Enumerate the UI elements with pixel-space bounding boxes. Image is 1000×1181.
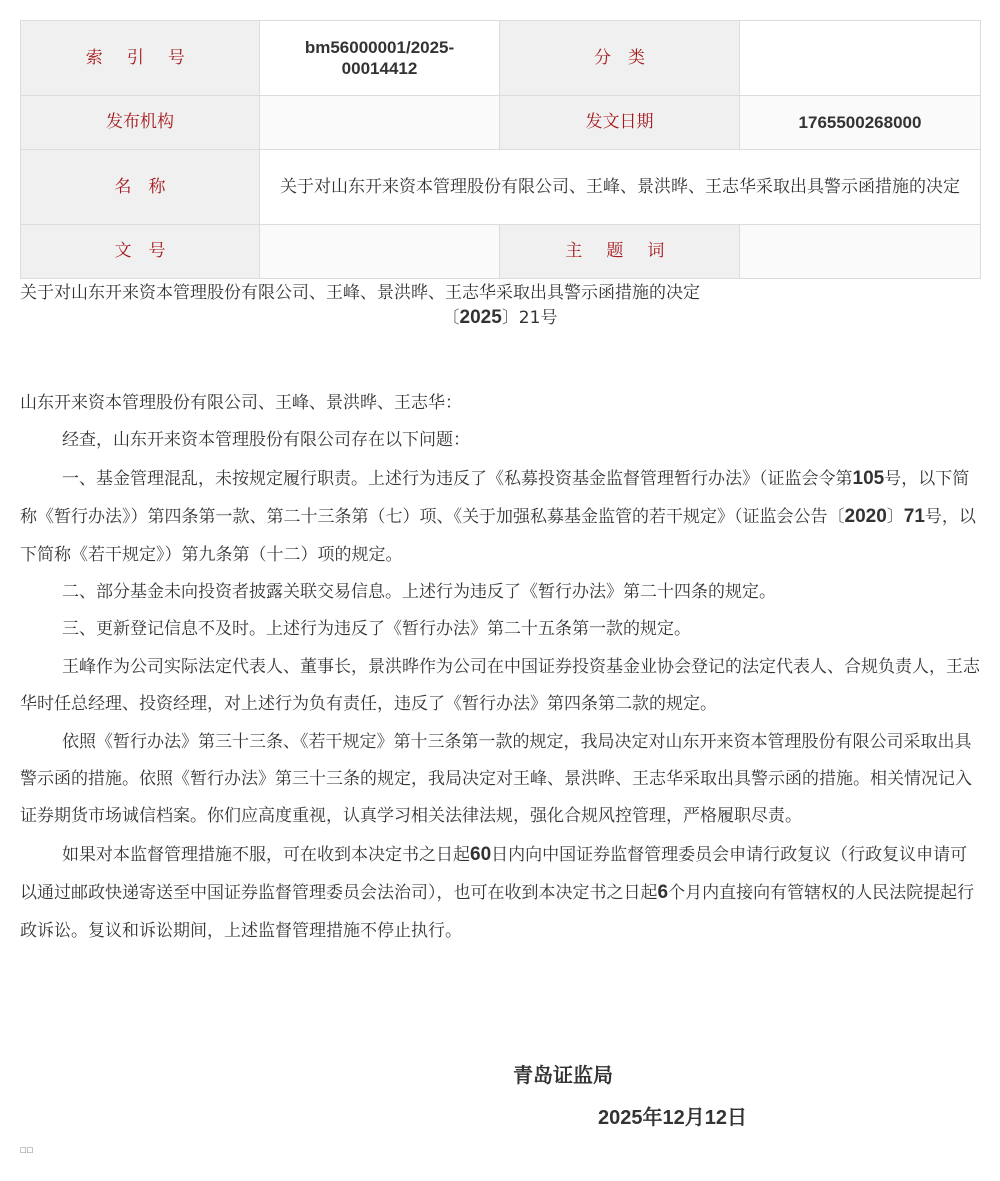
paragraph-issue-one [20, 460, 982, 574]
name-label: 名 称 [21, 150, 260, 225]
keywords-label: 主 题 词 [500, 225, 740, 279]
issue-date-value: 1765500268000 [740, 96, 981, 150]
paragraph-responsibility: 王峰作为公司实际法定代表人、董事长，景洪晔作为公司在中国证券投资基金业协会登记的法定代表人、合规负责人，王志华时任总经理、投资经理，对上述行为负有责任，违反了《暂行办法》第四条第二款的规定。 [20, 656, 980, 715]
number-span: 60 [470, 843, 492, 865]
number-span: 71 [903, 506, 925, 528]
name-value: 关于对山东开来资本管理股份有限公司、王峰、景洪晔、王志华采取出具警示函措施的决定 [260, 150, 981, 225]
paragraph-appeal [20, 836, 982, 950]
text-span: 号，以下简称《暂行办法》）第四条第一款、第二十三条第（七）项、《关于加强私募基金监管的若干规定》（证监会公告〔 [20, 468, 970, 528]
document-number-prefix: 〔 [442, 308, 460, 328]
metadata-row-docno [21, 225, 981, 279]
index-number-value: bm56000001/2025-00014412 [260, 21, 500, 96]
text-span: 日内向中国证券监督管理委员会申请行政复议（行政复议申请可以通过邮政快递寄送至中国证券监督管理委员会法治司），也可在收到本决定书之日起 [20, 844, 968, 904]
signature-date: 2025年12月12日 [598, 1107, 747, 1129]
document-metadata-table [20, 20, 981, 279]
number-span: 105 [852, 467, 885, 489]
index-number-label: 索 引 号 [21, 21, 260, 96]
text-span: 一、基金管理混乱，未按规定履行职责。上述行为违反了《私募投资基金监督管理暂行办法》（证监会令第 [62, 468, 853, 489]
keywords-value [740, 225, 981, 279]
category-value [740, 21, 981, 96]
number-span: 6 [657, 882, 669, 904]
publisher-label: 发布机构 [21, 96, 260, 150]
paragraph-decision: 依照《暂行办法》第三十三条、《若干规定》第十三条第一款的规定，我局决定对山东开来资本管理股份有限公司采取出具警示函的措施。依照《暂行办法》第三十三条的规定，我局决定对王峰、景洪晔、王志华采取出具警示函的措施。相关情况记入证券期货市场诚信档案。你们应高度重视，认真学习相关法律法规，强化合规风控管理，严格履职尽责。 [20, 731, 972, 827]
issuing-authority: 青岛证监局 [513, 1063, 613, 1087]
document-number-suffix: 〕21号 [501, 308, 558, 328]
paragraph-findings-intro: 经查，山东开来资本管理股份有限公司存在以下问题： [62, 430, 470, 451]
document-body [20, 385, 982, 950]
metadata-row-publisher [21, 96, 981, 150]
text-span: 号，以下简称《若干规定》）第九条第（十二）项的规定。 [20, 507, 976, 565]
text-span: 如果对本监督管理措施不服，可在收到本决定书之日起 [62, 844, 470, 865]
paragraph-issue-three: 三、更新登记信息不及时。上述行为违反了《暂行办法》第二十五条第一款的规定。 [62, 619, 691, 640]
document-number-value [260, 225, 500, 279]
issue-date-label: 发文日期 [500, 96, 740, 150]
document-number-label: 文 号 [21, 225, 260, 279]
footer-placeholder-glyph: □□ [20, 1146, 34, 1154]
category-label: 分 类 [500, 21, 740, 96]
text-span: 个月内直接向有管辖权的人民法院提起行政诉讼。复议和诉讼期间，上述监督管理措施不停止执行。 [20, 883, 975, 941]
number-span: 2020 [844, 506, 887, 528]
document-number-year: 2025 [459, 307, 502, 328]
addressee: 山东开来资本管理股份有限公司、王峰、景洪晔、王志华： [20, 393, 462, 413]
publisher-value [260, 96, 500, 150]
metadata-row-name [21, 150, 981, 225]
metadata-row-index [21, 21, 981, 96]
text-span: 〕 [886, 507, 904, 528]
document-number [0, 307, 1000, 329]
document-title: 关于对山东开来资本管理股份有限公司、王峰、景洪晔、王志华采取出具警示函措施的决定 [20, 283, 700, 303]
paragraph-issue-two: 二、部分基金未向投资者披露关联交易信息。上述行为违反了《暂行办法》第二十四条的规定。 [62, 582, 776, 603]
